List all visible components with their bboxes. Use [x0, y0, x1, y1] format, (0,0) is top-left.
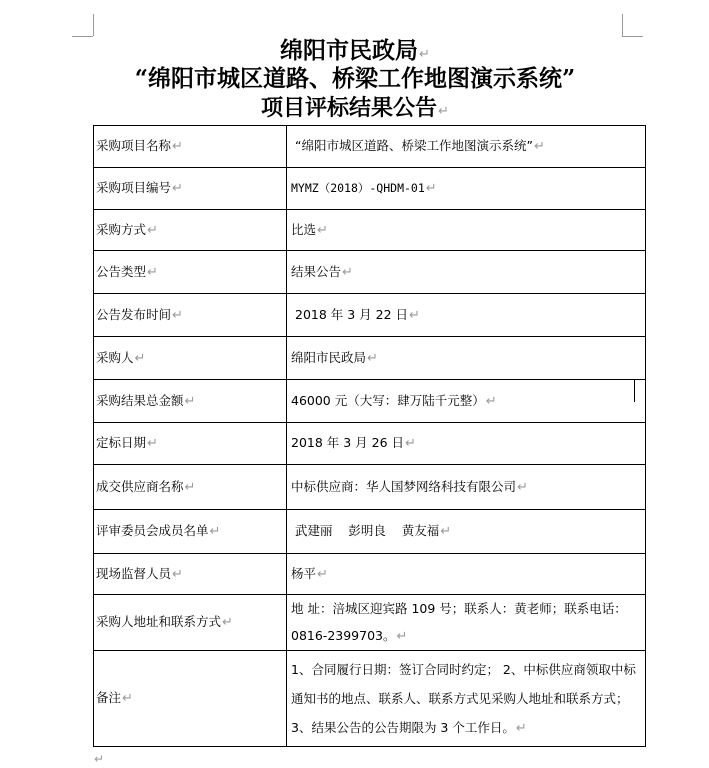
row-value: 46000 元（大写：肆万陆千元整）↵	[287, 380, 646, 423]
row-value: 地 址：涪城区迎宾路 109 号；联系人：黄老师；联系电话：0816-2399703。↵	[287, 595, 646, 651]
table-row	[94, 294, 646, 337]
paragraph-mark-icon: ↵	[122, 691, 133, 706]
paragraph-mark-icon: ↵	[485, 393, 497, 409]
row-value: 武建丽 彭明良 黄友福↵	[287, 510, 646, 554]
table-row	[94, 651, 646, 747]
paragraph-mark-icon: ↵	[147, 264, 158, 280]
row-value: 中标供应商：华人国梦网络科技有限公司↵	[287, 465, 646, 510]
page-corner-mark-top-right	[622, 14, 623, 36]
row-value: 1、合同履行日期：签订合同时约定； 2、中标供应商领取中标通知书的地点、联系人、联系方式见采购人地址和联系方式；3、结果公告的公告期限为 3 个工作日。↵	[287, 651, 646, 747]
paragraph-mark-icon: ↵	[94, 752, 105, 766]
paragraph-mark-icon: ↵	[409, 307, 420, 323]
table-row	[94, 554, 646, 595]
paragraph-mark-icon: ↵	[440, 524, 452, 539]
table-row	[94, 465, 646, 510]
row-value: 结果公告↵	[287, 251, 646, 294]
heading-line-1-text: 绵阳市民政局	[280, 37, 419, 64]
table-row	[94, 423, 646, 465]
row-value: 绵阳市民政局↵	[287, 337, 646, 380]
paragraph-mark-icon: ↵	[425, 181, 437, 196]
paragraph-mark-icon: ↵	[517, 479, 528, 495]
row-value: 比选↵	[287, 210, 646, 251]
table-row	[94, 210, 646, 251]
row-label: 公告发布时间↵	[94, 294, 287, 337]
row-value: 2018 年 3 月 22 日↵	[287, 294, 646, 337]
paragraph-mark-icon: ↵	[405, 436, 416, 451]
row-value: 杨平↵	[287, 554, 646, 595]
paragraph-mark-icon: ↵	[184, 479, 196, 495]
paragraph-mark-icon: ↵	[317, 222, 328, 238]
paragraph-mark-icon: ↵	[172, 139, 183, 154]
table-row	[94, 168, 646, 210]
paragraph-mark-icon: ↵	[172, 566, 183, 582]
paragraph-mark-icon: ↵	[419, 47, 430, 62]
paragraph-mark-icon: ↵	[222, 615, 233, 630]
paragraph-mark-icon: ↵	[396, 629, 408, 644]
heading-line-2	[60, 65, 650, 93]
row-label: 采购人↵	[94, 337, 287, 380]
row-label: 定标日期↵	[94, 423, 287, 465]
paragraph-mark-icon: ↵	[533, 139, 545, 154]
row-value: 2018 年 3 月 26 日↵	[287, 423, 646, 465]
paragraph-mark-icon: ↵	[438, 104, 449, 119]
page-corner-mark-top-left	[93, 14, 94, 36]
row-label: 评审委员会成员名单↵	[94, 510, 287, 554]
heading-line-3-text: 项目评标结果公告	[261, 95, 438, 121]
table-row	[94, 380, 646, 423]
heading-line-3	[60, 94, 650, 126]
paragraph-mark-icon: ↵	[342, 264, 353, 280]
table-row	[94, 595, 646, 651]
paragraph-mark-icon: ↵	[184, 393, 196, 409]
row-label: 公告类型↵	[94, 251, 287, 294]
text-cursor	[634, 380, 635, 402]
paragraph-mark-icon: ↵	[209, 524, 221, 539]
row-value: “绵阳市城区道路、桥梁工作地图演示系统”↵	[287, 126, 646, 168]
row-label: 成交供应商名称↵	[94, 465, 287, 510]
row-label: 采购结果总金额↵	[94, 380, 287, 423]
row-label: 采购方式↵	[94, 210, 287, 251]
paragraph-mark-icon: ↵	[515, 720, 527, 736]
table-row	[94, 251, 646, 294]
row-value: MYMZ（2018）-QHDM-01↵	[287, 168, 646, 210]
row-label: 采购人地址和联系方式↵	[94, 595, 287, 651]
paragraph-mark-icon: ↵	[367, 350, 378, 366]
table-row	[94, 126, 646, 168]
paragraph-mark-icon: ↵	[317, 566, 328, 582]
row-label: 采购项目编号↵	[94, 168, 287, 210]
table-row	[94, 510, 646, 554]
row-label: 现场监督人员↵	[94, 554, 287, 595]
announcement-table	[93, 125, 646, 747]
row-label: 备注↵	[94, 651, 287, 747]
table-row	[94, 337, 646, 380]
heading-line-2-text: “绵阳市城区道路、桥梁工作地图演示系统”	[134, 65, 576, 92]
paragraph-mark-icon: ↵	[147, 222, 158, 238]
row-label: 采购项目名称↵	[94, 126, 287, 168]
paragraph-mark-icon: ↵	[172, 181, 183, 196]
paragraph-mark-icon: ↵	[147, 436, 158, 451]
paragraph-mark-icon: ↵	[172, 307, 183, 323]
paragraph-mark-icon: ↵	[134, 350, 146, 366]
